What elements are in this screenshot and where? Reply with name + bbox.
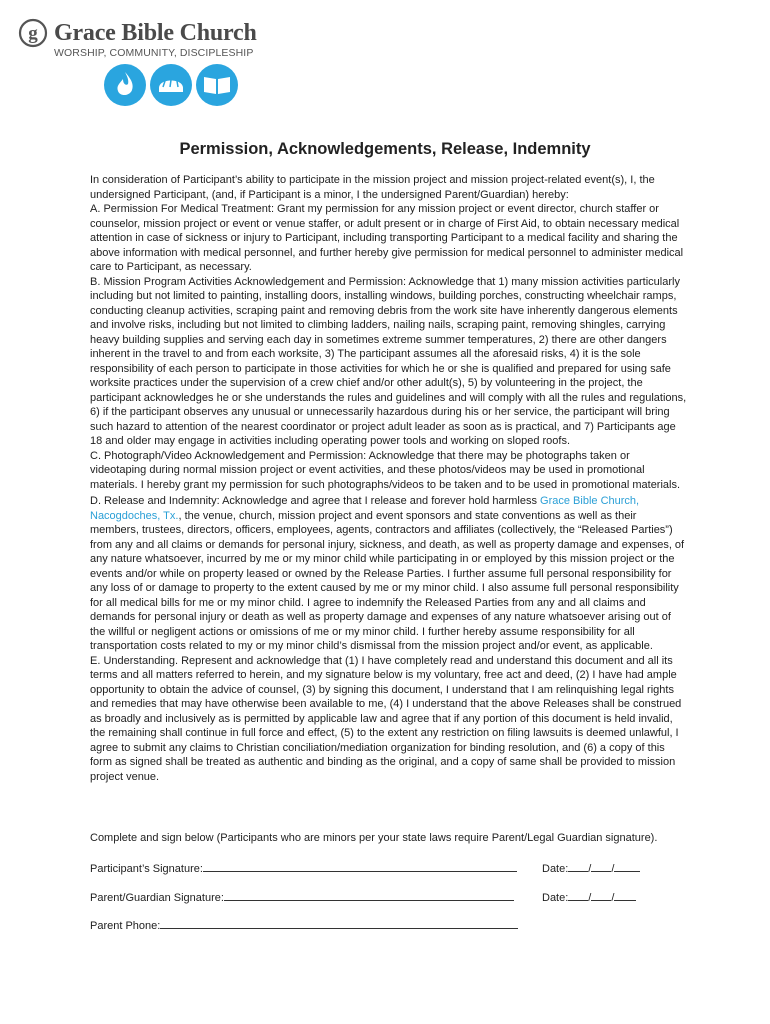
church-logo-mark-icon: [18, 18, 52, 50]
section-d-text-start: D. Release and Indemnity: Acknowledge and agree that I release and forever hold harmless: [90, 495, 541, 507]
signing-instructions: Complete and sign below (Participants who are minors per your state laws require Parent/Legal Guardian signature).: [90, 832, 658, 844]
parent-phone-line[interactable]: [160, 918, 518, 929]
page-title: Permission, Acknowledgements, Release, Indemnity: [179, 140, 591, 158]
document-body: [90, 173, 688, 784]
parent-phone-row: [90, 918, 518, 932]
participant-date-label: Date:: [542, 863, 569, 875]
church-name: Grace Bible Church: [54, 20, 257, 46]
church-location-highlight: Grace Bible Church, Nacogdoches, Tx.: [90, 495, 640, 522]
guardian-signature-label: Parent/Guardian Signature:: [90, 892, 224, 904]
participant-signature-label: Participant’s Signature:: [90, 863, 203, 875]
participant-date: [542, 861, 640, 875]
date-separator: /: [588, 863, 592, 875]
guardian-date-label: Date:: [542, 892, 569, 904]
participant-date-day[interactable]: [591, 861, 611, 872]
section-b-paragraph: B. Mission Program Activities Acknowledgement and Permission: Acknowledge that 1) many mission activities particularly including but not limited to painting, installing doors, installing windows, building porches, constructing wheelchair ramps, conducting cleanup activities, scraping paint and removing debris from the work site have inherently dangerous elements and involve risks, including but not limited to climbing ladders, nailing nails, scraping paint, removing shingles, carrying heavy building supplies and serving each day in sometimes extreme summer temperatures, 2) there are other dangers inherent in the travel to and from each worksite, 3) The participant assumes all the aforesaid risks, 4) it is the sole responsibility of each person to participate in those activities for which he or she is qualified and prepared for using safe worksite practices under the supervision of a crew chief and/or other adult(s), 5) by volunteering in the project, the participant acknowledges he or she understands the rules and guidelines and will comply with all the rules and regulations, 6) if the participant observes any unusual or unnecessarily hazardous during his or her service, the participant will bring such hazard to attention of the nearest coordinator or project adult leader as soon as is practical, and 7) Participants age 18 and older may engage in activities including operating power tools and working on sloped roofs.: [90, 275, 687, 447]
participant-signature-row: [90, 861, 517, 875]
ministry-icons: [104, 64, 234, 108]
guardian-date-month[interactable]: [568, 890, 588, 901]
guardian-signature-row: [90, 890, 514, 904]
intro-paragraph: In consideration of Participant’s ability to participate in the mission project and mission project-related event(s), I, the undersigned Participant, (and, if Participant is a minor, I the undersigned Parent/Guardian) hereby:: [90, 174, 655, 201]
date-separator: /: [611, 892, 615, 904]
flame-icon: [104, 64, 146, 106]
guardian-date-day[interactable]: [591, 890, 611, 901]
svg-text:g: g: [28, 23, 38, 44]
participant-signature-line[interactable]: [203, 861, 517, 872]
section-e-paragraph: E. Understanding. Represent and acknowledge that (1) I have completely read and understand this document and all its terms and all matters referred to herein, and my signature below is my voluntary, free act and deed, (2) I have had ample opportunity to obtain the advice of counsel, (3) by signing this document, I understand that I am relinquishing legal rights and remedies that may have otherwise been available to me, (4) I understand that the above Releases shall be construed as broadly and inclusively as is permitted by applicable law and agree that if any portion of this document is held invalid, the remaining shall continue in full force and effect, (5) to the extent any restriction on filing lawsuits is deemed unlawful, I agree to submit any claims to Christian conciliation/mediation organization for binding resolution, and (6) a copy of this form as signed shall be treated as authentic and binding as the original, and a copy of same shall be provided to mission project venue.: [90, 654, 682, 783]
guardian-date: [542, 890, 636, 904]
church-tagline: WORSHIP, COMMUNITY, DISCIPLESHIP: [54, 47, 254, 59]
section-c-paragraph: C. Photograph/Video Acknowledgement and Permission: Acknowledge that there may be photographs taken or videotaping during normal mission project or event activities, and these photos/videos may be used in promotional materials. I hereby grant my permission for such photographs/videos to be taken and to be used in promotional materials.: [90, 449, 681, 491]
guardian-signature-line[interactable]: [224, 890, 514, 901]
section-d-text-end: , the venue, church, mission project and event sponsors and state conventions as well as their members, trustees, directors, officers, employees, agents, contractors and affiliates (collectively, the “Released Parties”) from any and all claims or demands for personal injury, sickness, and death, as well as property damage and expenses, of any nature whatsoever, incurred by me or my minor child while participating in or employed by this mission project or the events and/or while on property leased or owned by the Release Parties. I further assume full personal responsibility for any loss of or damage to property to the extent caused by me or my minor child. I also assume full personal responsibility for all medical bills for me or my minor child. I agree to indemnify the Released Parties from any and all claims and demands for personal injury or death as well as property damage and expenses of any nature whatsoever arising out of the willful or negligent actions or omissions of me or my minor child. I further hereby assume responsibility for all transportation costs related to my or my minor child’s dismissal from the mission project and/or event, as applicable.: [90, 509, 685, 652]
parent-phone-label: Parent Phone:: [90, 920, 161, 932]
book-icon: [196, 64, 238, 106]
guardian-date-year[interactable]: [614, 890, 636, 901]
participant-date-month[interactable]: [568, 861, 588, 872]
date-separator: /: [588, 892, 592, 904]
bread-icon: [150, 64, 192, 106]
participant-date-year[interactable]: [614, 861, 640, 872]
section-a-paragraph: A. Permission For Medical Treatment: Grant my permission for any mission project or event director, church staffer or counselor, mission project or event or venue staffer, or adult present or in charge of First Aid, to obtain necessary medical attention in case of sickness or injury to Participant, including transporting Participant to a medical facility and sharing the above information with medical personnel, and further hereby give permission for medical personnel to administer medical care to Participant, as necessary.: [90, 203, 684, 273]
section-d-paragraph: [90, 494, 688, 654]
date-separator: /: [611, 863, 615, 875]
